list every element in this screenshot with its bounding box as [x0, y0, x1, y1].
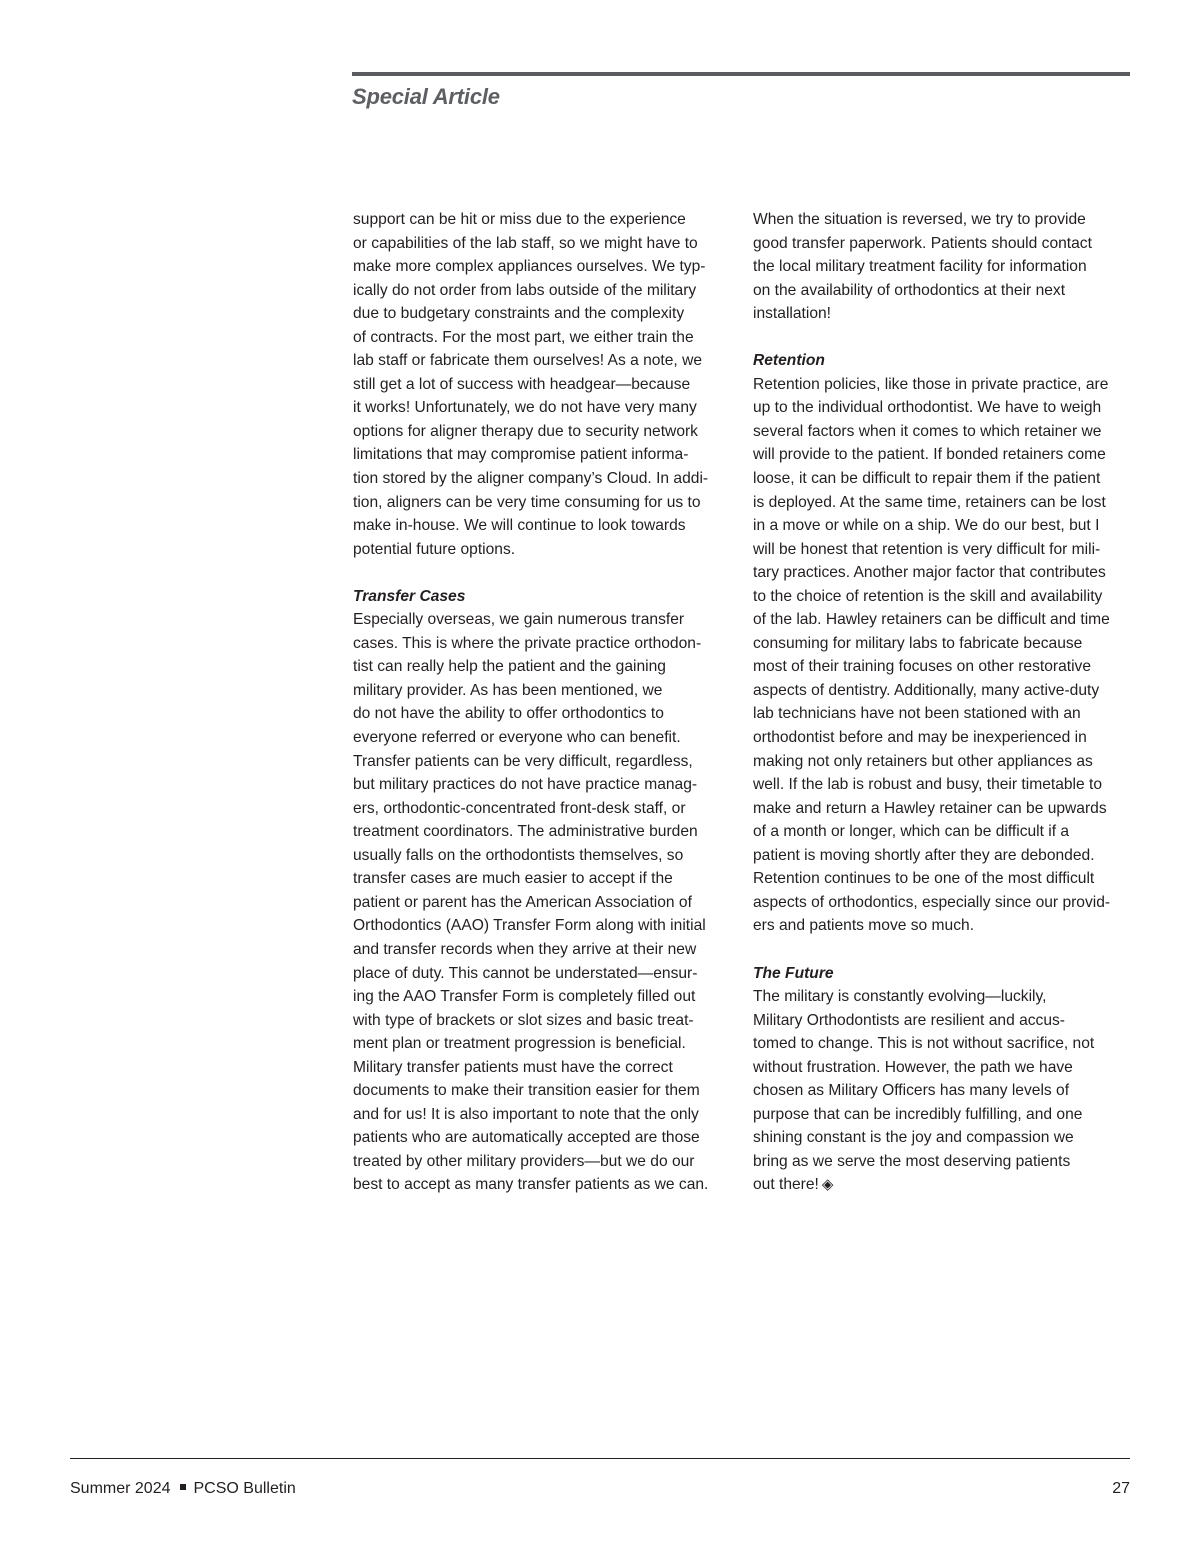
left-column	[353, 208, 731, 1197]
text-line: When the situation is reversed, we try to provide	[753, 211, 1086, 228]
retention-heading: Retention	[753, 352, 825, 370]
text-line: treated by other military providers—but we do our	[353, 1152, 695, 1170]
footer-issue: Summer 2024	[70, 1480, 171, 1497]
text-line: aspects of orthodontics, especially since our provid-	[753, 893, 1111, 911]
text-line: good transfer paperwork. Patients should contact	[753, 234, 1092, 252]
section-label: Special Article	[352, 84, 500, 109]
text-line: it works! Unfortunately, we do not have very many	[353, 399, 697, 417]
text-line: installation!	[753, 305, 832, 323]
text-line: tomed to change. This is not without sacrifice, not	[753, 1035, 1095, 1053]
text-line: patient or parent has the American Association of	[353, 893, 692, 911]
paragraph-reversed-situation	[753, 208, 1135, 326]
text-line: The military is constantly evolving—luckily,	[753, 988, 1047, 1006]
right-column	[753, 208, 1135, 1197]
text-line: options for aligner therapy due to security network	[353, 422, 698, 440]
text-line: several factors when it comes to which retainer we	[753, 422, 1102, 440]
footer-publication-info	[70, 1480, 296, 1498]
text-line: ers, orthodontic-concentrated front-desk staff, or	[353, 799, 686, 817]
text-line: with type of brackets or slot sizes and basic treat-	[353, 1011, 694, 1029]
text-line: of contracts. For the most part, we either train the	[353, 328, 694, 346]
text-line: most of their training focuses on other restorative	[753, 658, 1092, 676]
text-line-last	[753, 1173, 1135, 1197]
text-line: make more complex appliances ourselves. We typ-	[353, 258, 706, 276]
end-of-article-icon: ◈	[821, 1176, 834, 1194]
text-line: well. If the lab is robust and busy, their timetable to	[753, 776, 1103, 794]
the-future-heading: The Future	[753, 964, 834, 982]
text-line: lab staff or fabricate them ourselves! As a note, we	[353, 352, 703, 370]
text-line: to the choice of retention is the skill and availability	[753, 587, 1103, 605]
text-line: tist can really help the patient and the gaining	[353, 658, 666, 676]
page-number: 27	[1112, 1480, 1130, 1497]
text-line: aspects of dentistry. Additionally, many active-duty	[753, 681, 1100, 699]
text-line: without frustration. However, the path we have	[753, 1058, 1073, 1076]
text-line: on the availability of orthodontics at their next	[753, 281, 1066, 299]
text-line: and for us! It is also important to note that the only	[353, 1105, 699, 1123]
text-line: chosen as Military Officers has many levels of	[753, 1082, 1070, 1100]
text-line: still get a lot of success with headgear—because	[353, 375, 691, 393]
text-line: Retention continues to be one of the most difficult	[753, 870, 1095, 888]
text-line: support can be hit or miss due to the experience	[353, 211, 686, 228]
text-line: out there!	[753, 1176, 819, 1194]
text-line: military provider. As has been mentioned, we	[353, 681, 663, 699]
text-line: ically do not order from labs outside of the military	[353, 281, 697, 299]
text-line: limitations that may compromise patient informa-	[353, 446, 689, 464]
text-line: Orthodontics (AAO) Transfer Form along with initial	[353, 917, 706, 935]
text-line: lab technicians have not been stationed with an	[753, 705, 1081, 723]
text-line: cases. This is where the private practice orthodon-	[353, 634, 702, 652]
text-line: or capabilities of the lab staff, so we might have to	[353, 234, 698, 252]
paragraph-transfer-cases	[353, 608, 731, 1197]
text-line: orthodontist before and may be inexperienced in	[753, 729, 1087, 747]
text-line: loose, it can be difficult to repair them if the patient	[753, 470, 1101, 488]
text-line: making not only retainers but other appliances as	[753, 752, 1093, 770]
text-line: and transfer records when they arrive at their new	[353, 940, 697, 958]
header-rule	[352, 72, 1130, 76]
text-line: Especially overseas, we gain numerous transfer	[353, 611, 685, 629]
text-line: up to the individual orthodontist. We have to weigh	[753, 399, 1102, 417]
paragraph-lab-support	[353, 208, 731, 561]
text-line: tion stored by the aligner company’s Cloud. In addi-	[353, 470, 709, 488]
footer-publication: PCSO Bulletin	[193, 1480, 296, 1497]
text-line: do not have the ability to offer orthodontics to	[353, 705, 664, 723]
text-line: potential future options.	[353, 540, 516, 558]
paragraph-the-future	[753, 985, 1135, 1197]
text-line: the local military treatment facility for information	[753, 258, 1087, 276]
text-line: best to accept as many transfer patients as we can.	[353, 1176, 709, 1194]
text-line: tion, aligners can be very time consuming for us to	[353, 493, 701, 511]
paragraph-retention	[753, 373, 1135, 938]
text-line: Military Orthodontists are resilient and accus-	[753, 1011, 1065, 1029]
footer-rule	[70, 1458, 1130, 1459]
text-line: transfer cases are much easier to accept if the	[353, 870, 673, 888]
text-line: place of duty. This cannot be understated—ensur-	[353, 964, 698, 982]
text-line: documents to make their transition easier for them	[353, 1082, 700, 1100]
text-line: will provide to the patient. If bonded retainers come	[753, 446, 1106, 464]
text-line: usually falls on the orthodontists themselves, so	[353, 846, 684, 864]
text-line: but military practices do not have practice manag-	[353, 776, 698, 794]
text-line: Transfer patients can be very difficult, regardless,	[353, 752, 693, 770]
square-bullet-icon	[180, 1484, 186, 1490]
text-line: shining constant is the joy and compassion we	[753, 1129, 1074, 1147]
text-line: of a month or longer, which can be difficult if a	[753, 823, 1070, 841]
text-line: ment plan or treatment progression is beneficial.	[353, 1035, 686, 1053]
text-line: ers and patients move so much.	[753, 917, 975, 935]
text-line: consuming for military labs to fabricate because	[753, 634, 1083, 652]
text-line: everyone referred or everyone who can benefit.	[353, 729, 681, 747]
text-line: of the lab. Hawley retainers can be difficult and time	[753, 611, 1110, 629]
text-line: patient is moving shortly after they are debonded.	[753, 846, 1095, 864]
text-line: bring as we serve the most deserving patients	[753, 1152, 1071, 1170]
text-line: Military transfer patients must have the correct	[353, 1058, 673, 1076]
text-line: patients who are automatically accepted are those	[353, 1129, 700, 1147]
text-line: in a move or while on a ship. We do our best, but I	[753, 517, 1100, 535]
text-line: Retention policies, like those in private practice, are	[753, 375, 1109, 393]
text-line: ing the AAO Transfer Form is completely filled out	[353, 988, 696, 1006]
text-line: treatment coordinators. The administrative burden	[353, 823, 698, 841]
text-line: tary practices. Another major factor that contributes	[753, 564, 1106, 582]
text-line: make in-house. We will continue to look towards	[353, 517, 686, 535]
text-line: will be honest that retention is very difficult for mili-	[753, 540, 1101, 558]
text-line: due to budgetary constraints and the complexity	[353, 305, 685, 323]
text-line: purpose that can be incredibly fulfilling, and one	[753, 1105, 1083, 1123]
transfer-cases-heading: Transfer Cases	[353, 587, 466, 605]
text-line: is deployed. At the same time, retainers can be lost	[753, 493, 1106, 511]
text-line: make and return a Hawley retainer can be upwards	[753, 799, 1107, 817]
